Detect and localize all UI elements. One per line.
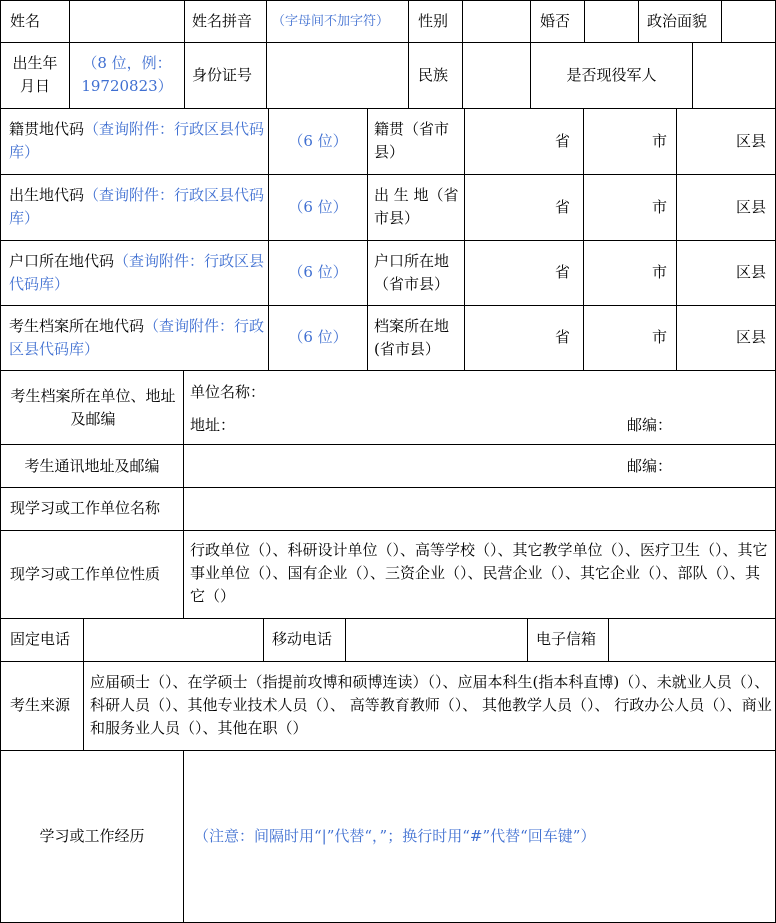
region-code-digits[interactable]: （6 位） bbox=[288, 132, 348, 150]
pinyin-hint[interactable]: （字母间不加字符） bbox=[272, 14, 390, 29]
birth-label-line2: 月日 bbox=[19, 77, 50, 95]
grid-line bbox=[266, 0, 267, 42]
archive-postcode-field[interactable]: 邮编： bbox=[627, 416, 673, 434]
region-place-label: 出 生 地（省市县） bbox=[374, 186, 459, 227]
contact-postcode-field[interactable]: 邮编： bbox=[627, 457, 673, 475]
region-city[interactable]: 市 bbox=[652, 328, 668, 346]
id-input[interactable] bbox=[267, 43, 407, 108]
grid-line bbox=[263, 618, 264, 661]
current-unit-name-label: 现学习或工作单位名称 bbox=[10, 499, 161, 517]
grid-line bbox=[0, 370, 776, 371]
region-place-label: 档案所在地(省市县） bbox=[374, 317, 450, 358]
political-label: 政治面貌 bbox=[647, 12, 708, 30]
ethnicity-label: 民族 bbox=[418, 66, 449, 84]
mobile-phone-input[interactable] bbox=[346, 619, 526, 661]
military-input[interactable] bbox=[693, 43, 775, 108]
region-code-digits[interactable]: （6 位） bbox=[288, 198, 348, 216]
region-province[interactable]: 省 bbox=[555, 328, 571, 346]
fixed-phone-input[interactable] bbox=[84, 619, 262, 661]
marital-label: 婚否 bbox=[540, 12, 571, 30]
region-province[interactable]: 省 bbox=[555, 132, 571, 150]
mobile-phone-label: 移动电话 bbox=[272, 630, 333, 648]
archive-unit-name-field[interactable]: 单位名称： bbox=[190, 383, 266, 401]
region-code-label: 出生地代码（查询附件：行政区县代码库） bbox=[9, 186, 265, 227]
region-county[interactable]: 区县 bbox=[736, 263, 767, 281]
birth-label-line1: 出生年 bbox=[12, 54, 58, 72]
grid-line bbox=[464, 108, 465, 370]
grid-line bbox=[0, 174, 776, 175]
archive-address-field[interactable]: 地址： bbox=[190, 416, 236, 434]
region-code-digits[interactable]: （6 位） bbox=[288, 263, 348, 281]
email-label: 电子信箱 bbox=[536, 630, 597, 648]
grid-line bbox=[83, 661, 84, 750]
grid-line bbox=[0, 240, 776, 241]
region-city[interactable]: 市 bbox=[652, 132, 668, 150]
region-code-label: 户口所在地代码（查询附件：行政区县代码库） bbox=[9, 252, 265, 293]
region-province[interactable]: 省 bbox=[555, 263, 571, 281]
grid-line bbox=[0, 108, 776, 109]
grid-line bbox=[0, 661, 776, 662]
contact-address-input[interactable] bbox=[184, 445, 614, 487]
region-city[interactable]: 市 bbox=[652, 198, 668, 216]
region-county[interactable]: 区县 bbox=[736, 132, 767, 150]
current-unit-type-options[interactable]: 行政单位（）、科研设计单位（）、高等学校（）、其它教学单位（）、医疗卫生（）、其它事业单位（）、国有企业（）、三资企业（）、民营企业（）、其它企业（）、部队（）、其它（） bbox=[190, 541, 768, 605]
region-city[interactable]: 市 bbox=[652, 263, 668, 281]
grid-line bbox=[0, 530, 776, 531]
id-label: 身份证号 bbox=[192, 66, 253, 84]
current-unit-type-label: 现学习或工作单位性质 bbox=[10, 565, 161, 583]
region-code-label: 籍贯地代码（查询附件：行政区县代码库） bbox=[9, 120, 265, 161]
gender-input[interactable] bbox=[463, 1, 529, 42]
birth-hint-line2[interactable]: 19720823） bbox=[81, 77, 173, 95]
region-province[interactable]: 省 bbox=[555, 198, 571, 216]
contact-address-label: 考生通讯地址及邮编 bbox=[24, 457, 160, 475]
grid-line bbox=[0, 305, 776, 306]
gender-label: 性别 bbox=[418, 12, 449, 30]
ethnicity-input[interactable] bbox=[463, 43, 529, 108]
birth-hint-line1[interactable]: （8 位，例： bbox=[82, 54, 172, 72]
grid-line bbox=[527, 618, 528, 661]
grid-line bbox=[583, 108, 584, 370]
source-label: 考生来源 bbox=[10, 696, 71, 714]
source-options[interactable]: 应届硕士（）、在学硕士（指提前攻博和硕博连读）（）、应届本科生(指本科直博)（）、未就业人员（）、科研人员（）、其他专业技术人员（）、 高等教育教师（）、 其他教学人员（）、 行政办公人员（）、商业和服务业人员（）、其他在职（） bbox=[90, 673, 772, 737]
history-label: 学习或工作经历 bbox=[39, 827, 145, 845]
archive-unit-label: 考生档案所在单位、地址及邮编 bbox=[10, 387, 176, 428]
current-unit-name-input[interactable] bbox=[184, 488, 774, 530]
name-label: 姓名 bbox=[10, 12, 41, 30]
name-input[interactable] bbox=[70, 1, 183, 42]
email-input[interactable] bbox=[609, 619, 774, 661]
grid-line bbox=[530, 0, 531, 42]
region-county[interactable]: 区县 bbox=[736, 328, 767, 346]
pinyin-label: 姓名拼音 bbox=[192, 12, 253, 30]
region-code-label: 考生档案所在地代码（查询附件：行政区县代码库） bbox=[9, 317, 265, 358]
grid-line bbox=[408, 0, 409, 42]
grid-line bbox=[408, 42, 409, 108]
grid-line bbox=[367, 108, 368, 370]
fixed-phone-label: 固定电话 bbox=[10, 630, 71, 648]
marital-input[interactable] bbox=[585, 1, 637, 42]
military-label: 是否现役军人 bbox=[566, 66, 657, 84]
grid-line bbox=[184, 0, 185, 42]
grid-line bbox=[0, 750, 776, 751]
political-input[interactable] bbox=[722, 1, 774, 42]
grid-line bbox=[184, 42, 185, 108]
grid-line bbox=[676, 108, 677, 370]
region-county[interactable]: 区县 bbox=[736, 198, 767, 216]
region-code-digits[interactable]: （6 位） bbox=[288, 328, 348, 346]
grid-line bbox=[638, 0, 639, 42]
history-note[interactable]: （注意：间隔时用“|”代替“，”；换行时用“#”代替“回车键”） bbox=[194, 827, 596, 845]
region-place-label: 户口所在地（省市县） bbox=[374, 252, 450, 293]
grid-line bbox=[183, 750, 184, 923]
region-place-label: 籍贯（省市县） bbox=[374, 120, 450, 161]
